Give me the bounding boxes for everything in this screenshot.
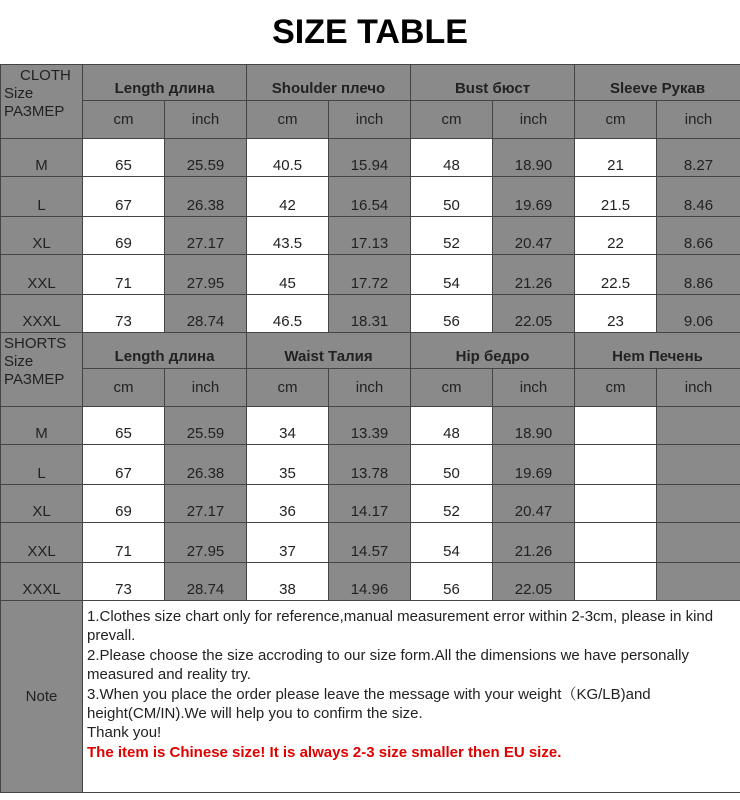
cloth-value-cell: 50	[411, 177, 493, 217]
shorts-value-cell: 54	[411, 523, 493, 563]
cloth-size-label: XXXL	[1, 295, 83, 333]
cloth-corner-line: Size	[4, 85, 34, 102]
shorts-value-cell	[575, 523, 657, 563]
cloth-unit-inch: inch	[657, 101, 740, 139]
cloth-header-row	[1, 65, 740, 101]
shorts-size-label: L	[1, 445, 83, 485]
cloth-value-cell: 22.05	[493, 295, 575, 333]
shorts-measure-header: Hip бедро	[411, 333, 575, 369]
shorts-unit-cm: cm	[83, 369, 165, 407]
cloth-value-cell: 71	[83, 255, 165, 295]
shorts-value-cell: 27.95	[165, 523, 247, 563]
cloth-value-cell: 56	[411, 295, 493, 333]
cloth-units-row	[1, 101, 740, 139]
cloth-value-cell: 48	[411, 139, 493, 177]
shorts-value-cell	[657, 407, 740, 445]
shorts-value-cell: 65	[83, 407, 165, 445]
cloth-value-cell: 43.5	[247, 217, 329, 255]
cloth-value-cell: 8.66	[657, 217, 740, 255]
cloth-value-cell: 28.74	[165, 295, 247, 333]
cloth-corner-line: РАЗМЕР	[4, 103, 65, 120]
shorts-value-cell: 26.38	[165, 445, 247, 485]
note-line: 1.Clothes size chart only for reference,manual measurement error within 2-3cm, please in kind prevall.	[87, 608, 714, 645]
shorts-value-cell: 27.17	[165, 485, 247, 523]
shorts-unit-cm: cm	[411, 369, 493, 407]
shorts-value-cell	[657, 563, 740, 601]
shorts-value-cell: 25.59	[165, 407, 247, 445]
shorts-corner-line: РАЗМЕР	[4, 371, 65, 388]
note-line: Thank you!	[87, 724, 162, 742]
shorts-value-cell: 20.47	[493, 485, 575, 523]
cloth-value-cell: 26.38	[165, 177, 247, 217]
cloth-value-cell: 42	[247, 177, 329, 217]
page-title: SIZE TABLE	[0, 0, 740, 65]
cloth-value-cell: 9.06	[657, 295, 740, 333]
cloth-table-row	[1, 139, 740, 177]
note-row	[1, 601, 740, 793]
note-line: 2.Please choose the size accroding to our size form.All the dimensions we have personally measured and reality try.	[87, 646, 689, 684]
shorts-value-cell: 13.78	[329, 445, 411, 485]
shorts-table-row	[1, 407, 740, 445]
shorts-value-cell: 22.05	[493, 563, 575, 601]
cloth-unit-inch: inch	[329, 101, 411, 139]
cloth-value-cell: 22.5	[575, 255, 657, 295]
cloth-unit-cm: cm	[411, 101, 493, 139]
shorts-value-cell: 35	[247, 445, 329, 485]
shorts-table-row	[1, 523, 740, 563]
note-text	[83, 601, 740, 793]
cloth-value-cell: 18.90	[493, 139, 575, 177]
cloth-value-cell: 19.69	[493, 177, 575, 217]
cloth-value-cell: 40.5	[247, 139, 329, 177]
cloth-corner-label	[1, 65, 83, 139]
cloth-unit-cm: cm	[575, 101, 657, 139]
shorts-value-cell	[575, 445, 657, 485]
shorts-value-cell: 13.39	[329, 407, 411, 445]
shorts-value-cell: 21.26	[493, 523, 575, 563]
cloth-size-label: L	[1, 177, 83, 217]
shorts-header-row	[1, 333, 740, 369]
cloth-value-cell: 8.27	[657, 139, 740, 177]
cloth-value-cell: 52	[411, 217, 493, 255]
shorts-value-cell	[657, 445, 740, 485]
shorts-value-cell: 69	[83, 485, 165, 523]
shorts-table-row	[1, 485, 740, 523]
shorts-table-row	[1, 445, 740, 485]
shorts-value-cell: 14.57	[329, 523, 411, 563]
cloth-unit-inch: inch	[493, 101, 575, 139]
cloth-table-row	[1, 217, 740, 255]
cloth-value-cell: 25.59	[165, 139, 247, 177]
shorts-value-cell: 73	[83, 563, 165, 601]
shorts-unit-cm: cm	[247, 369, 329, 407]
cloth-value-cell: 21.26	[493, 255, 575, 295]
cloth-value-cell: 17.72	[329, 255, 411, 295]
shorts-size-label: M	[1, 407, 83, 445]
cloth-measure-header: Sleeve Рукав	[575, 65, 740, 101]
cloth-value-cell: 23	[575, 295, 657, 333]
shorts-value-cell: 50	[411, 445, 493, 485]
cloth-value-cell: 22	[575, 217, 657, 255]
size-table	[0, 64, 740, 793]
shorts-unit-inch: inch	[165, 369, 247, 407]
cloth-value-cell: 21	[575, 139, 657, 177]
cloth-unit-cm: cm	[83, 101, 165, 139]
cloth-measure-header: Shoulder плечо	[247, 65, 411, 101]
shorts-value-cell: 52	[411, 485, 493, 523]
cloth-corner-line: CLOTH	[20, 67, 71, 84]
shorts-value-cell	[575, 407, 657, 445]
shorts-size-label: XXXL	[1, 563, 83, 601]
shorts-table-row	[1, 563, 740, 601]
shorts-unit-inch: inch	[493, 369, 575, 407]
shorts-value-cell: 36	[247, 485, 329, 523]
cloth-value-cell: 27.17	[165, 217, 247, 255]
note-warning: The item is Chinese size! It is always 2-3 size smaller then EU size.	[87, 743, 562, 761]
shorts-value-cell: 56	[411, 563, 493, 601]
shorts-corner-label	[1, 333, 83, 407]
cloth-size-label: XXL	[1, 255, 83, 295]
cloth-value-cell: 21.5	[575, 177, 657, 217]
shorts-corner-line: Size	[4, 353, 34, 370]
cloth-value-cell: 73	[83, 295, 165, 333]
shorts-value-cell: 48	[411, 407, 493, 445]
shorts-corner-line: SHORTS	[4, 335, 67, 352]
shorts-value-cell	[657, 485, 740, 523]
shorts-value-cell: 38	[247, 563, 329, 601]
cloth-table-row	[1, 255, 740, 295]
cloth-value-cell: 54	[411, 255, 493, 295]
cloth-value-cell: 46.5	[247, 295, 329, 333]
cloth-measure-header: Bust бюст	[411, 65, 575, 101]
cloth-value-cell: 16.54	[329, 177, 411, 217]
shorts-size-label: XL	[1, 485, 83, 523]
shorts-measure-header: Length длина	[83, 333, 247, 369]
shorts-value-cell	[575, 563, 657, 601]
cloth-value-cell: 67	[83, 177, 165, 217]
cloth-value-cell: 20.47	[493, 217, 575, 255]
shorts-value-cell: 34	[247, 407, 329, 445]
cloth-value-cell: 69	[83, 217, 165, 255]
shorts-measure-header: Waist Талия	[247, 333, 411, 369]
shorts-value-cell: 14.96	[329, 563, 411, 601]
shorts-value-cell: 28.74	[165, 563, 247, 601]
cloth-size-label: M	[1, 139, 83, 177]
shorts-value-cell	[657, 523, 740, 563]
shorts-value-cell: 18.90	[493, 407, 575, 445]
shorts-measure-header: Hem Печень	[575, 333, 740, 369]
shorts-unit-cm: cm	[575, 369, 657, 407]
cloth-table-row	[1, 295, 740, 333]
shorts-unit-inch: inch	[657, 369, 740, 407]
cloth-value-cell: 17.13	[329, 217, 411, 255]
cloth-measure-header: Length длина	[83, 65, 247, 101]
cloth-value-cell: 27.95	[165, 255, 247, 295]
cloth-table-row	[1, 177, 740, 217]
shorts-units-row	[1, 369, 740, 407]
shorts-value-cell: 71	[83, 523, 165, 563]
cloth-unit-inch: inch	[165, 101, 247, 139]
cloth-value-cell: 18.31	[329, 295, 411, 333]
shorts-value-cell: 37	[247, 523, 329, 563]
cloth-size-label: XL	[1, 217, 83, 255]
shorts-value-cell: 19.69	[493, 445, 575, 485]
shorts-size-label: XXL	[1, 523, 83, 563]
shorts-unit-inch: inch	[329, 369, 411, 407]
cloth-value-cell: 45	[247, 255, 329, 295]
note-line: 3.When you place the order please leave the message with your weight（KG/LB)and height(CM/IN).We will help you to confirm the size.	[87, 685, 651, 723]
cloth-value-cell: 65	[83, 139, 165, 177]
shorts-value-cell: 14.17	[329, 485, 411, 523]
shorts-value-cell: 67	[83, 445, 165, 485]
note-label: Note	[1, 601, 83, 793]
shorts-value-cell	[575, 485, 657, 523]
cloth-value-cell: 15.94	[329, 139, 411, 177]
cloth-value-cell: 8.46	[657, 177, 740, 217]
cloth-value-cell: 8.86	[657, 255, 740, 295]
cloth-unit-cm: cm	[247, 101, 329, 139]
